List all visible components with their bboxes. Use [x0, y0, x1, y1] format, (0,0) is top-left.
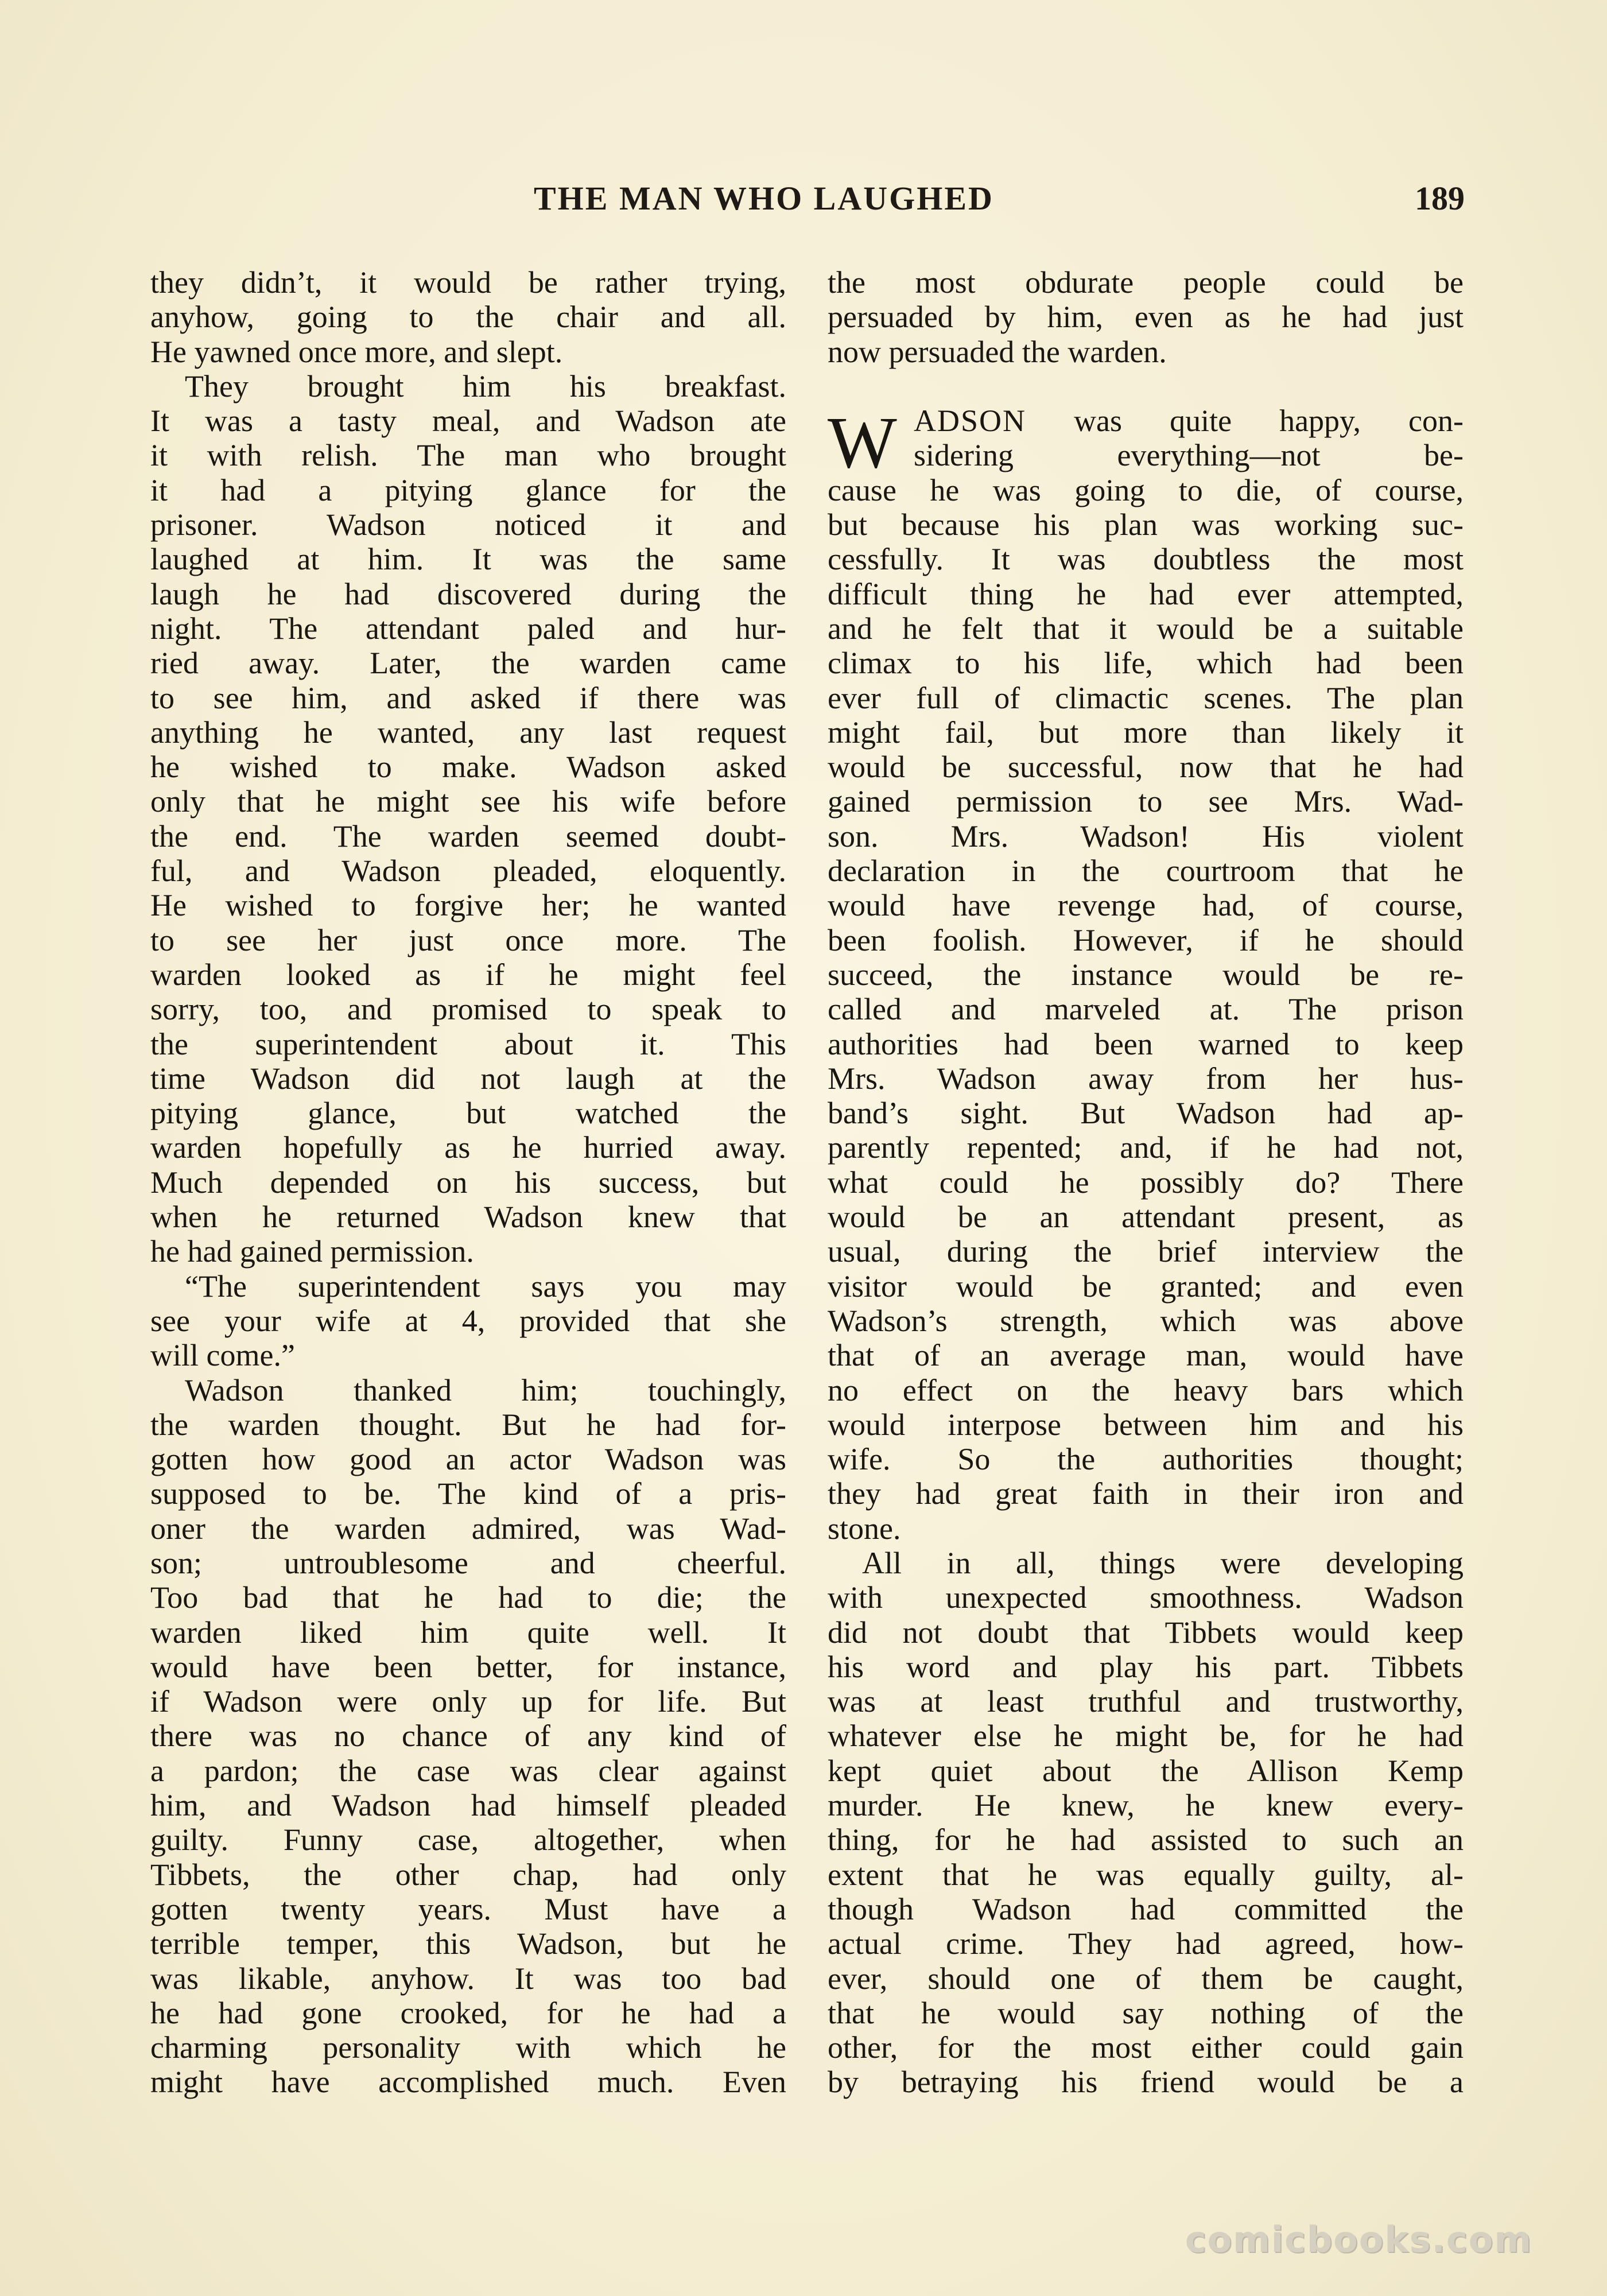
text-line: gotten twenty years. Must have a: [150, 1891, 786, 1926]
right-text-column: [828, 265, 1464, 2100]
text-line: terrible temper, this Wadson, but he: [150, 1926, 786, 1961]
text-line: other, for the most either could gain: [828, 2030, 1464, 2065]
text-line: if Wadson were only up for life. But: [150, 1684, 786, 1719]
text-line: now persuaded the warden.: [828, 334, 1167, 369]
text-line: but because his plan was working suc-: [828, 507, 1464, 542]
text-line: sorry, too, and promised to speak to: [150, 992, 786, 1027]
text-line: time Wadson did not laugh at the: [150, 1061, 786, 1096]
text-line: succeed, the instance would be re-: [828, 957, 1464, 992]
text-line: cessfully. It was doubtless the most: [828, 542, 1464, 577]
text-line: and he felt that it would be a suitable: [828, 611, 1464, 646]
text-line: night. The attendant paled and hur-: [150, 611, 786, 646]
text-line: parently repented; and, if he had not,: [828, 1130, 1464, 1165]
text-line: actual crime. They had agreed, how-: [828, 1926, 1464, 1961]
text-line: called and marveled at. The prison: [828, 992, 1464, 1027]
text-line: band’s sight. But Wadson had ap-: [828, 1096, 1464, 1131]
text-line: murder. He knew, he knew every-: [828, 1788, 1464, 1823]
text-line: they had great faith in their iron and: [828, 1476, 1464, 1511]
text-line: warden hopefully as he hurried away.: [150, 1130, 786, 1165]
text-line: Tibbets, the other chap, had only: [150, 1857, 786, 1892]
text-line: would be successful, now that he had: [828, 750, 1464, 785]
text-line: anyhow, going to the chair and all.: [150, 300, 786, 335]
text-line: ried away. Later, the warden came: [150, 646, 786, 681]
text-line: son. Mrs. Wadson! His violent: [828, 819, 1464, 854]
text-line: that he would say nothing of the: [828, 1995, 1464, 2030]
text-line: there was no chance of any kind of: [150, 1719, 786, 1754]
text-line: difficult thing he had ever attempted,: [828, 576, 1464, 611]
text-line: only that he might see his wife before: [150, 784, 786, 819]
text-line: though Wadson had committed the: [828, 1891, 1464, 1926]
text-line: extent that he was equally guilty, al-: [828, 1857, 1464, 1892]
text-line: thing, for he had assisted to such an: [828, 1822, 1464, 1857]
text-line: it had a pitying glance for the: [150, 472, 786, 507]
text-line: that of an average man, would have: [828, 1338, 1464, 1373]
text-line: Mrs. Wadson away from her hus-: [828, 1061, 1464, 1096]
text-line: ever full of climactic scenes. The plan: [828, 680, 1464, 715]
drop-cap-word-rest: ADSON: [914, 404, 1027, 439]
text-line: “The superintendent says you may: [185, 1269, 786, 1304]
text-line: Too bad that he had to die; the: [150, 1580, 786, 1615]
section-opening: [828, 402, 1464, 484]
text-line: would have revenge had, of course,: [828, 888, 1464, 923]
text-line: the end. The warden seemed doubt-: [150, 819, 786, 854]
text-line: see your wife at 4, provided that she: [150, 1303, 786, 1338]
text-line: the most obdurate people could be: [828, 265, 1464, 300]
text-line: by betraying his friend would be a: [828, 2065, 1464, 2100]
text-line: might fail, but more than likely it: [828, 715, 1464, 750]
text-line: when he returned Wadson knew that: [150, 1200, 786, 1235]
text-line: did not doubt that Tibbets would keep: [828, 1615, 1464, 1650]
text-line: been foolish. However, if he should: [828, 922, 1464, 957]
right-column-top-paragraph: [828, 265, 1464, 369]
text-line: gained permission to see Mrs. Wad-: [828, 784, 1464, 819]
text-line: him, and Wadson had himself pleaded: [150, 1788, 786, 1823]
text-line: he had gained permission.: [150, 1234, 474, 1269]
text-line: oner the warden admired, was Wad-: [150, 1511, 786, 1546]
text-line: would be an attendant present, as: [828, 1200, 1464, 1235]
text-line: anything he wanted, any last request: [150, 715, 786, 750]
text-line: they didn’t, it would be rather trying,: [150, 265, 786, 300]
text-line: warden liked him quite well. It: [150, 1615, 786, 1650]
text-line: his word and play his part. Tibbets: [828, 1649, 1464, 1684]
text-line: They brought him his breakfast.: [185, 369, 786, 404]
text-line: declaration in the courtroom that he: [828, 854, 1464, 889]
text-line: to see him, and asked if there was: [150, 680, 786, 715]
text-line: He yawned once more, and slept.: [150, 334, 563, 369]
text-line: sidering everything—not be-: [914, 438, 1464, 473]
text-line: with unexpected smoothness. Wadson: [828, 1580, 1464, 1615]
text-line: prisoner. Wadson noticed it and: [150, 507, 786, 542]
text-line: supposed to be. The kind of a pris-: [150, 1476, 786, 1511]
text-line: he had gone crooked, for he had a: [150, 1995, 786, 2030]
text-line: laugh he had discovered during the: [150, 576, 786, 611]
text-line: would have been better, for instance,: [150, 1649, 786, 1684]
text-line: the warden thought. But he had for-: [150, 1407, 786, 1442]
text-line: gotten how good an actor Wadson was: [150, 1442, 786, 1477]
drop-cap-line-rest: was quite happy, con-: [1074, 404, 1464, 439]
text-line: it with relish. The man who brought: [150, 438, 786, 473]
left-text-column: [150, 265, 786, 2100]
text-line: was at least truthful and trustworthy,: [828, 1684, 1464, 1719]
text-line: wife. So the authorities thought;: [828, 1442, 1464, 1477]
text-line: charming personality with which he: [150, 2030, 786, 2065]
text-line: He wished to forgive her; he wanted: [150, 888, 786, 923]
running-title: THE MAN WHO LAUGHED: [534, 180, 994, 217]
text-line: It was a tasty meal, and Wadson ate: [150, 404, 786, 439]
text-line: guilty. Funny case, altogether, when: [150, 1822, 786, 1857]
text-line: usual, during the brief interview the: [828, 1234, 1464, 1269]
watermark-logo: comicbooks.com: [1185, 2219, 1532, 2260]
text-line: will come.”: [150, 1338, 295, 1373]
text-line: he wished to make. Wadson asked: [150, 750, 786, 785]
text-line: climax to his life, which had been: [828, 646, 1464, 681]
text-line: persuaded by him, even as he had just: [828, 300, 1464, 335]
text-line: the superintendent about it. This: [150, 1026, 786, 1061]
text-line: a pardon; the case was clear against: [150, 1753, 786, 1788]
text-line: kept quiet about the Allison Kemp: [828, 1753, 1464, 1788]
text-line: visitor would be granted; and even: [828, 1269, 1464, 1304]
text-line: to see her just once more. The: [150, 922, 786, 957]
text-line: authorities had been warned to keep: [828, 1026, 1464, 1061]
text-line: All in all, things were developing: [862, 1545, 1464, 1580]
text-line: son; untroublesome and cheerful.: [150, 1545, 786, 1580]
text-line: cause he was going to die, of course,: [828, 472, 1464, 507]
text-line: Much depended on his success, but: [150, 1165, 786, 1200]
text-line: warden looked as if he might feel: [150, 957, 786, 992]
text-line: what could he possibly do? There: [828, 1165, 1464, 1200]
text-line: [828, 404, 1464, 438]
text-line: pitying glance, but watched the: [150, 1096, 786, 1131]
text-line: ever, should one of them be caught,: [828, 1961, 1464, 1996]
text-line: ful, and Wadson pleaded, eloquently.: [150, 854, 786, 889]
text-line: Wadson’s strength, which was above: [828, 1303, 1464, 1338]
text-line: laughed at him. It was the same: [150, 542, 786, 577]
page-number: 189: [1415, 180, 1465, 217]
text-line: whatever else he might be, for he had: [828, 1719, 1464, 1754]
section-break: [828, 369, 1464, 404]
text-line: Wadson thanked him; touchingly,: [185, 1372, 786, 1407]
text-line: stone.: [828, 1511, 901, 1546]
text-line: would interpose between him and his: [828, 1407, 1464, 1442]
right-column-body: [828, 473, 1464, 2100]
text-line: was likable, anyhow. It was too bad: [150, 1961, 786, 1996]
drop-cap-letter: W: [828, 402, 897, 484]
text-line: no effect on the heavy bars which: [828, 1372, 1464, 1407]
text-line: might have accomplished much. Even: [150, 2065, 786, 2100]
